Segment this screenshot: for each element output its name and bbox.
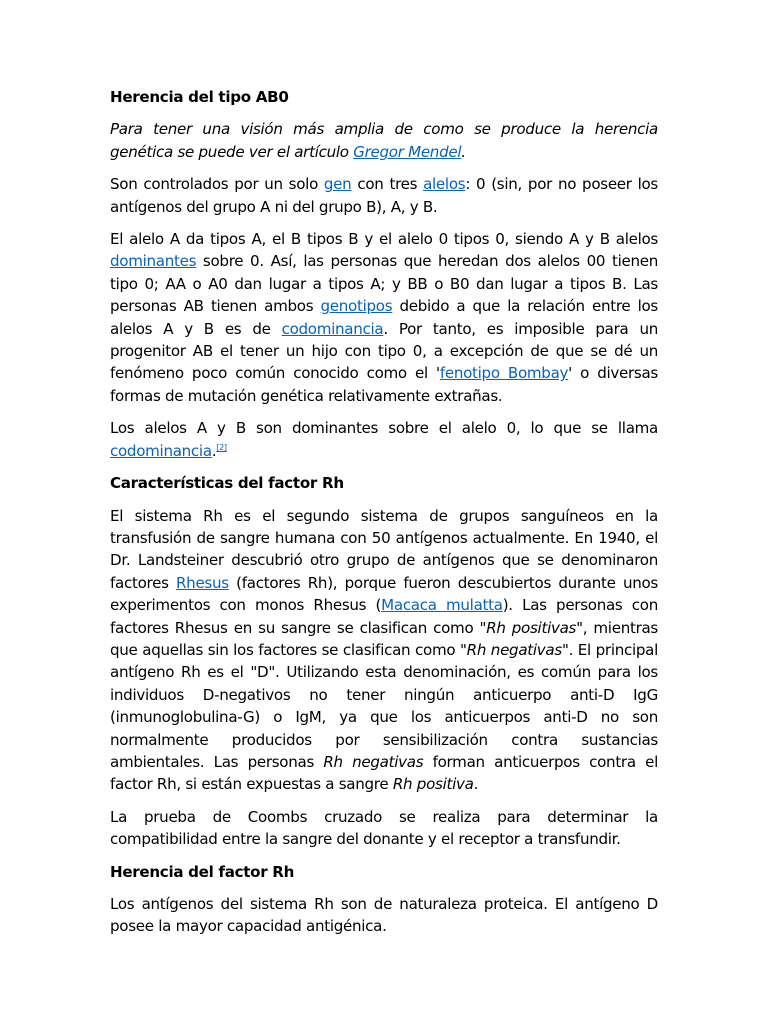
intro-paragraph: [110, 118, 658, 163]
link-gregor-mendel[interactable]: Gregor Mendel: [353, 142, 462, 161]
italic-run: Rh positivas: [486, 618, 577, 637]
text-run: ' o diversas formas de mutación genética relativamente extrañas.: [110, 364, 658, 405]
paragraph-coombs: La prueba de Coombs cruzado se realiza para determinar la compatibilidad entre la sangre del donante y el receptor a transfundir.: [110, 807, 658, 849]
paragraph-sistema-rh: [110, 505, 658, 796]
section-heading-rh: Características del factor Rh: [110, 474, 344, 493]
link-gen[interactable]: gen: [323, 175, 352, 194]
text-run: ). Las personas con factores Rhesus en su sangre se clasifican como ": [110, 596, 658, 637]
paragraph-alelos: [110, 173, 658, 218]
text-run: El alelo A da tipos A, el B tipos B y el alelo 0 tipos 0, siendo A y B alelos: [110, 230, 658, 249]
reference-link[interactable]: [2]: [216, 442, 227, 452]
text-run: .: [473, 775, 479, 794]
link-dominantes[interactable]: dominantes: [110, 252, 197, 271]
intro-text: Para tener una visión más amplia de como se produce la herencia genética se puede ver el artículo: [110, 120, 658, 161]
paragraph-antigenos: Los antígenos del sistema Rh son de naturaleza proteica. El antígeno D posee la mayor capacidad antigénica.: [110, 895, 658, 936]
text-run: Son controlados por un solo: [110, 175, 324, 194]
section-heading-herencia-rh: Herencia del factor Rh: [110, 862, 295, 881]
text-run: El sistema Rh es el segundo sistema de grupos sanguíneos en la transfusión de sangre humana con 50 antígenos actualmente. En 1940, el Dr. Landsteiner descubrió otro grupo de antígenos que se denominaron factores: [110, 506, 658, 592]
text-run: . Por tanto, es imposible para un progenitor AB el tener un hijo con tipo 0, a excepción de que se dé un fenómeno poco común conocido como el ': [110, 319, 658, 383]
text-run: ". El principal antígeno Rh es el "D". Utilizando esta denominación, es común para los individuos D-negativos no tener ningún anticuerpo anti-D IgG (inmunoglobulina-G) o IgM, ya que los anticuerpos anti-D no son normalmente producidos por sensibilización contra sustancias ambientales. Las personas: [110, 640, 659, 771]
link-rhesus[interactable]: Rhesus: [175, 573, 229, 592]
text-run: : 0 (sin, por no poseer los antígenos del grupo A ni del grupo B), A, y B.: [110, 175, 658, 216]
link-codominancia-2[interactable]: codominancia: [110, 441, 212, 460]
text-run: .: [211, 441, 217, 460]
section-heading-ab0: Herencia del tipo AB0: [110, 88, 289, 106]
paragraph-codominancia: [110, 417, 658, 462]
link-fenotipo-bombay[interactable]: fenotipo Bombay: [439, 364, 569, 383]
document-page: [110, 86, 658, 948]
link-alelos[interactable]: alelos: [423, 175, 466, 194]
paragraph-tipos: [110, 228, 658, 407]
text-run: (factores Rh), porque fueron descubiertos durante unos experimentos con monos Rhesus (: [110, 573, 658, 615]
text-run: forman anticuerpos contra el factor Rh, si están expuestas a sangre: [110, 752, 658, 794]
intro-text-end: .: [461, 142, 466, 161]
text-run: ", mientras que aquellas sin los factores se clasifican como ": [110, 618, 658, 659]
link-genotipos[interactable]: genotipos: [320, 297, 393, 316]
text-run: Los alelos A y B son dominantes sobre el alelo 0, lo que se llama: [110, 419, 658, 438]
italic-run: Rh negativas: [466, 640, 562, 659]
text-run: sobre 0. Así, las personas que heredan dos alelos 00 tienen tipo 0; AA o A0 dan lugar a tipos A; y BB o B0 dan lugar a tipos B. Las personas AB tienen ambos: [110, 252, 658, 316]
italic-run: Rh negativas: [323, 752, 424, 771]
link-macaca-mulatta[interactable]: Macaca mulatta: [381, 596, 503, 615]
link-codominancia[interactable]: codominancia: [281, 319, 384, 338]
italic-run: Rh positiva: [392, 775, 474, 794]
text-run: con tres: [351, 175, 424, 194]
text-run: debido a que la relación entre los alelos A y B es de: [110, 297, 658, 338]
